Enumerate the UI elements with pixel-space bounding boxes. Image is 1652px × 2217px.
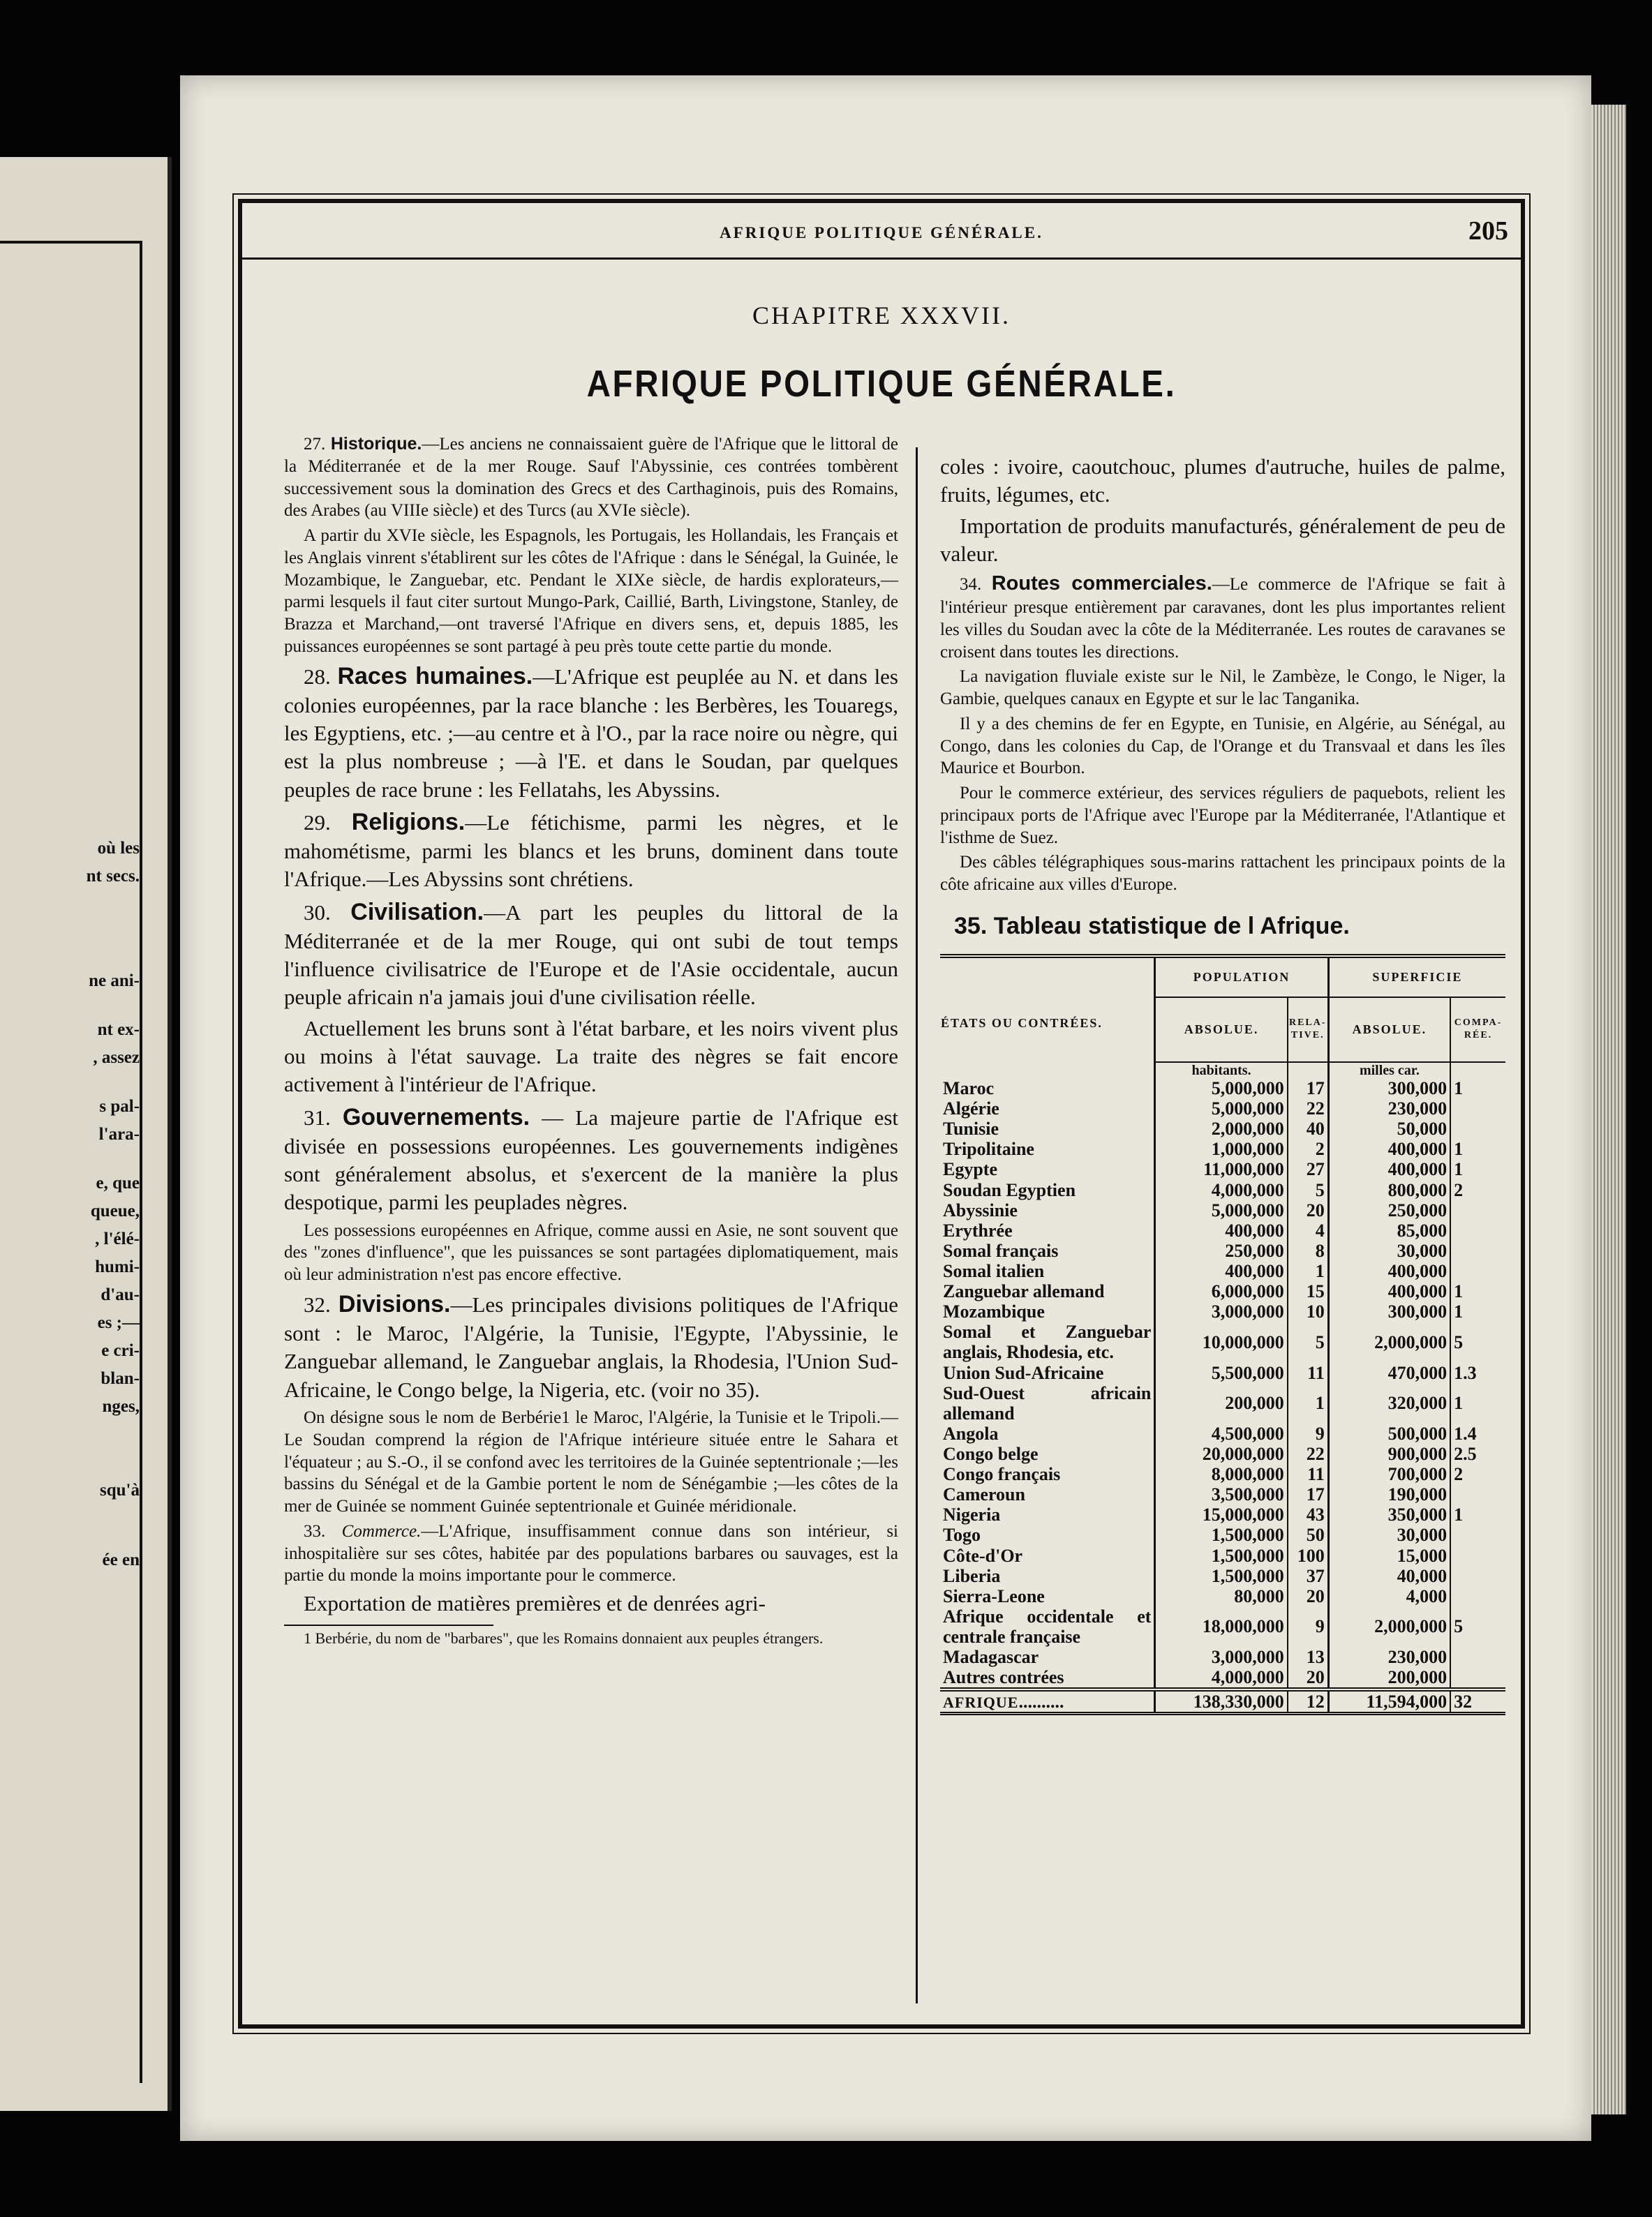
- row-name: Sierra-Leone: [943, 1585, 1045, 1606]
- row-sup: 230,000: [1328, 1098, 1450, 1119]
- table-header-row: [940, 956, 1505, 997]
- row-rel: 50: [1288, 1525, 1328, 1545]
- section-32-para-2: On désigne sous le nom de Berbérie1 le Maroc, l'Algérie, la Tunisie et le Tripoli.—Le Soudan comprend la région de l'Afrique intérieure située entre le Sahara et l'équateur ; au S.-O., il se confond avec les territoires de la Guinée septentrionale ;—les bassins du Sénégal et de la Gambie portent le nom de Sénégambie ;—les côtes de la mer de Guinée se nomment Guinée septentrionale et Guinée méridionale.: [284, 1408, 898, 1516]
- unit-superficie: milles car.: [1328, 1062, 1450, 1078]
- table-row: [940, 1667, 1505, 1689]
- total-rel: 12: [1288, 1689, 1328, 1714]
- row-rel: 43: [1288, 1505, 1328, 1525]
- row-sup: 400,000: [1328, 1139, 1450, 1159]
- row-name: Liberia: [943, 1565, 1001, 1586]
- total-name: AFRIQUE..........: [940, 1689, 1155, 1714]
- row-pop: 4,000,000: [1155, 1667, 1288, 1689]
- section-27: 27. Historique.—Les anciens ne connaissaient guère de l'Afrique que le littoral de la Méditerranée et de la mer Rouge. Sauf l'Abyssinie, ces contrées tombèrent successivement sous la domination des Grecs et des Carthaginois, puis des Romains, des Arabes (au VIIIe siècle) et des Turcs (au XVIe siècle).: [284, 434, 899, 521]
- table-row: [940, 1586, 1505, 1606]
- left-page-fragment: e cri-: [101, 1341, 140, 1360]
- row-name: Egypte: [943, 1159, 997, 1180]
- section-31-para-2: Les possessions européennes en Afrique, comme aussi en Asie, ne sont souvent que des "zones d'influence", que les puissances se sont partagées diplomatiquement, mais où leur administration n'est pas encore effective.: [284, 1221, 898, 1285]
- left-page-fragment: squ'à: [100, 1481, 140, 1500]
- left-page-fragment: ée en: [102, 1551, 140, 1569]
- row-rel: 20: [1288, 1586, 1328, 1606]
- row-sup: 30,000: [1328, 1525, 1450, 1545]
- left-page-fragment: nges,: [102, 1397, 140, 1416]
- row-sup: 470,000: [1328, 1363, 1450, 1383]
- row-comp: [1450, 1546, 1505, 1566]
- row-pop: 5,000,000: [1155, 1078, 1288, 1098]
- row-sup: 200,000: [1328, 1667, 1450, 1689]
- table-row: [940, 1139, 1505, 1159]
- row-pop: 5,000,000: [1155, 1200, 1288, 1221]
- column-divider: [916, 447, 918, 2003]
- row-sup: 320,000: [1328, 1383, 1450, 1424]
- row-name: Togo: [943, 1525, 981, 1546]
- row-sup: 700,000: [1328, 1464, 1450, 1484]
- row-sup: 500,000: [1328, 1424, 1450, 1444]
- row-pop: 18,000,000: [1155, 1606, 1288, 1647]
- left-page-fragment: e, que: [96, 1174, 140, 1193]
- row-sup: 300,000: [1328, 1078, 1450, 1098]
- row-pop: 20,000,000: [1155, 1444, 1288, 1464]
- row-comp: [1450, 1200, 1505, 1221]
- table-row: [940, 1078, 1505, 1098]
- row-comp: [1450, 1098, 1505, 1119]
- section-34-para-3: Il y a des chemins de fer en Egypte, en Tunisie, en Algérie, au Sénégal, au Congo, dans les colonies du Cap, de l'Orange et du Transvaal et dans les îles Maurice et Bourbon.: [940, 714, 1505, 778]
- row-rel: 15: [1288, 1281, 1328, 1301]
- header-superficie: SUPERFICIE: [1328, 956, 1505, 997]
- table-row: [940, 1119, 1505, 1139]
- row-sup: 85,000: [1328, 1221, 1450, 1241]
- row-rel: 10: [1288, 1301, 1328, 1322]
- row-comp: 1: [1450, 1078, 1505, 1098]
- left-page-fragment: es ;—: [97, 1313, 140, 1332]
- table-row: [940, 1363, 1505, 1383]
- section-33-para-2: Exportation de matières premières et de denrées agri-: [304, 1591, 766, 1616]
- row-pop: 3,000,000: [1155, 1301, 1288, 1322]
- table-row: [940, 1464, 1505, 1484]
- row-pop: 2,000,000: [1155, 1119, 1288, 1139]
- left-page-fragment: s pal-: [99, 1097, 140, 1116]
- row-comp: [1450, 1261, 1505, 1281]
- footnote: 1 Berbérie, du nom de "barbares", que les Romains donnaient aux peuples étrangers.: [304, 1629, 824, 1648]
- row-name: Sud-Ouest africain allemand: [943, 1382, 1152, 1424]
- table-row: [940, 1484, 1505, 1505]
- row-pop: 5,000,000: [1155, 1098, 1288, 1119]
- row-comp: 2: [1450, 1180, 1505, 1200]
- row-sup: 190,000: [1328, 1484, 1450, 1505]
- row-rel: 22: [1288, 1444, 1328, 1464]
- row-sup: 300,000: [1328, 1301, 1450, 1322]
- row-comp: [1450, 1484, 1505, 1505]
- table-row: [940, 1301, 1505, 1322]
- row-pop: 3,000,000: [1155, 1647, 1288, 1667]
- left-column: [284, 433, 898, 1651]
- section-30-para-2: Actuellement les bruns sont à l'état barbare, et les noirs vivent plus ou moins à l'état sauvage. La traite des nègres se fait encore activement à l'intérieur de l'Afrique.: [284, 1015, 898, 1097]
- table-row: [940, 1444, 1505, 1464]
- left-page-fragment: nt secs.: [86, 867, 140, 886]
- row-rel: 1: [1288, 1383, 1328, 1424]
- row-comp: 1: [1450, 1383, 1505, 1424]
- row-sup: 400,000: [1328, 1159, 1450, 1179]
- header-relative: RELA-TIVE.: [1288, 997, 1328, 1062]
- section-34: 34. Routes commerciales.—Le commerce de l'Afrique se fait à l'intérieur presque entièrement par caravanes, dont les plus importantes relient les villes du Soudan avec la côte de la Méditerranée. Les routes de caravanes se croisent dans toutes les directions.: [940, 572, 1506, 662]
- row-comp: [1450, 1221, 1505, 1241]
- row-rel: 9: [1288, 1424, 1328, 1444]
- row-rel: 11: [1288, 1464, 1328, 1484]
- row-comp: 1: [1450, 1301, 1505, 1322]
- total-row: [940, 1689, 1505, 1714]
- row-rel: 8: [1288, 1241, 1328, 1261]
- table-row: [940, 1505, 1505, 1525]
- row-pop: 400,000: [1155, 1261, 1288, 1281]
- row-name: Côte-d'Or: [943, 1545, 1023, 1566]
- row-pop: 15,000,000: [1155, 1505, 1288, 1525]
- table-row: [940, 1221, 1505, 1241]
- row-name: Algérie: [943, 1098, 999, 1119]
- left-page-fragment: nt ex-: [97, 1020, 140, 1039]
- table-row: [940, 1566, 1505, 1586]
- table-row: [940, 1281, 1505, 1301]
- row-comp: 5: [1450, 1322, 1505, 1362]
- section-32: 32. Divisions.—Les principales divisions politiques de l'Afrique sont : le Maroc, l'Algérie, la Tunisie, l'Egypte, l'Abyssinie, le Zanguebar allemand, le Zanguebar anglais, la Rhodesia, l'Union Sud-Africaine, le Congo belge, la Nigeria, etc. (voir no 35).: [284, 1290, 899, 1402]
- row-name: Somal français: [943, 1240, 1059, 1261]
- total-comp: 32: [1450, 1689, 1505, 1714]
- header-states: ÉTATS OU CONTRÉES.: [941, 1016, 1103, 1031]
- row-rel: 2: [1288, 1139, 1328, 1159]
- row-comp: [1450, 1647, 1505, 1667]
- row-comp: [1450, 1667, 1505, 1689]
- row-pop: 4,500,000: [1155, 1424, 1288, 1444]
- row-sup: 230,000: [1328, 1647, 1450, 1667]
- row-rel: 9: [1288, 1606, 1328, 1647]
- row-comp: [1450, 1566, 1505, 1586]
- row-pop: 1,500,000: [1155, 1525, 1288, 1545]
- table-title: 35. Tableau statistique de l Afrique.: [954, 912, 1350, 939]
- row-sup: 30,000: [1328, 1241, 1450, 1261]
- left-page-fragment: humi-: [95, 1257, 140, 1276]
- header-population: POPULATION: [1155, 956, 1328, 997]
- row-pop: 10,000,000: [1155, 1322, 1288, 1362]
- page-title: AFRIQUE POLITIQUE GÉNÉRALE.: [586, 363, 1177, 405]
- row-rel: 5: [1288, 1180, 1328, 1200]
- row-name: Autres contrées: [943, 1667, 1064, 1688]
- table-row: [940, 1322, 1505, 1362]
- row-name: Congo français: [943, 1464, 1061, 1485]
- left-page-fragment: , assez: [93, 1048, 140, 1067]
- row-comp: 5: [1450, 1606, 1505, 1647]
- units-row: [940, 1062, 1505, 1078]
- row-rel: 11: [1288, 1363, 1328, 1383]
- row-rel: 17: [1288, 1484, 1328, 1505]
- continued-para-1: coles : ivoire, caoutchouc, plumes d'autruche, huiles de palme, fruits, légumes, etc.: [940, 454, 1505, 507]
- row-sup: 400,000: [1328, 1261, 1450, 1281]
- section-28: 28. Races humaines.—L'Afrique est peuplée au N. et dans les colonies européennes, par la race blanche : les Berbères, les Touaregs, les Egyptiens, etc. ;—au centre et à l'O., par la race noire ou nègre, qui est la plus nombreuse ; —à l'E. et dans le Soudan, par quelques peuples de race brune : les Fellatahs, les Abyssins.: [284, 662, 898, 802]
- section-27-para-2: A partir du XVIe siècle, les Espagnols, les Portugais, les Hollandais, les Français et les Anglais vinrent s'établirent sur les côtes de l'Afrique : dans le Sénégal, la Guinée, le Mozambique, le Zanguebar, etc. Pendant le XIXe siècle, de hardis explorateurs,—parmi lesquels il faut citer surtout Mungo-Park, Caillié, Barth, Livingstone, Stanley, de Brazza et Marchand,—ont traversé l'Afrique en divers sens, et, depuis 1885, les puissances européennes se sont partagé à peu près toute cette partie du monde.: [284, 526, 898, 656]
- section-34-para-2: La navigation fluviale existe sur le Nil, le Zambèze, le Congo, le Niger, la Gambie, quelques canaux en Egypte et sur le lac Tanganika.: [940, 667, 1505, 709]
- row-sup: 2,000,000: [1328, 1322, 1450, 1362]
- row-rel: 37: [1288, 1566, 1328, 1586]
- unit-population: habitants.: [1155, 1062, 1288, 1078]
- table-row: [940, 1241, 1505, 1261]
- row-sup: 350,000: [1328, 1505, 1450, 1525]
- row-name: Mozambique: [943, 1301, 1045, 1322]
- header-comparee: COMPA-RÉE.: [1450, 997, 1505, 1062]
- row-sup: 15,000: [1328, 1546, 1450, 1566]
- row-comp: 1: [1450, 1139, 1505, 1159]
- row-comp: [1450, 1119, 1505, 1139]
- row-sup: 50,000: [1328, 1119, 1450, 1139]
- row-name: Congo belge: [943, 1444, 1039, 1465]
- row-rel: 17: [1288, 1078, 1328, 1098]
- row-name: Erythrée: [943, 1220, 1013, 1241]
- footnote-rule: [284, 1625, 493, 1626]
- header-sup-absolue: ABSOLUE.: [1328, 997, 1450, 1062]
- row-pop: 5,500,000: [1155, 1363, 1288, 1383]
- statistics-table: [940, 954, 1505, 1716]
- row-comp: 1.4: [1450, 1424, 1505, 1444]
- row-name: Union Sud-Africaine: [943, 1362, 1104, 1383]
- row-sup: 900,000: [1328, 1444, 1450, 1464]
- running-header: [242, 203, 1521, 260]
- left-page-margin: [0, 157, 172, 2111]
- row-comp: [1450, 1525, 1505, 1545]
- row-name: Maroc: [943, 1078, 995, 1099]
- left-page-fragment: où les: [97, 839, 140, 858]
- table-row: [940, 1606, 1505, 1647]
- row-pop: 4,000,000: [1155, 1180, 1288, 1200]
- continued-para-2: Importation de produits manufacturés, généralement de peu de valeur.: [940, 513, 1505, 566]
- row-pop: 6,000,000: [1155, 1281, 1288, 1301]
- row-name: Somal et Zanguebar anglais, Rhodesia, etc.: [943, 1322, 1152, 1363]
- row-rel: 100: [1288, 1546, 1328, 1566]
- table-row: [940, 1261, 1505, 1281]
- left-page-fragment: , l'élé-: [95, 1230, 140, 1248]
- row-comp: 1.3: [1450, 1363, 1505, 1383]
- row-name: Tunisie: [943, 1119, 999, 1140]
- table-row: [940, 1647, 1505, 1667]
- row-sup: 400,000: [1328, 1281, 1450, 1301]
- left-page-frame-rule: [140, 241, 142, 2083]
- section-34-para-4: Pour le commerce extérieur, des services réguliers de paquebots, relient les principaux ports de l'Afrique avec l'Europe par la Méditerranée, l'Atlantique et l'isthme de Suez.: [940, 784, 1505, 847]
- page-number: 205: [1468, 216, 1508, 246]
- row-rel: 4: [1288, 1221, 1328, 1241]
- section-34-para-5: Des câbles télégraphiques sous-marins rattachent les principaux points de la côte africaine aux villes d'Europe.: [940, 853, 1505, 895]
- left-page-fragment: queue,: [90, 1202, 140, 1221]
- row-comp: 2: [1450, 1464, 1505, 1484]
- row-rel: 13: [1288, 1647, 1328, 1667]
- left-page-fragment: blan-: [101, 1369, 140, 1388]
- row-comp: [1450, 1586, 1505, 1606]
- running-title: AFRIQUE POLITIQUE GÉNÉRALE.: [720, 224, 1043, 241]
- chapter-heading: CHAPITRE XXXVII.: [752, 301, 1011, 329]
- row-sup: 800,000: [1328, 1180, 1450, 1200]
- table-row: [940, 1180, 1505, 1200]
- row-comp: 1: [1450, 1159, 1505, 1179]
- row-comp: 2.5: [1450, 1444, 1505, 1464]
- page-frame: [238, 199, 1525, 2029]
- row-rel: 5: [1288, 1322, 1328, 1362]
- table-row: [940, 1200, 1505, 1221]
- row-rel: 22: [1288, 1098, 1328, 1119]
- table-row: [940, 1424, 1505, 1444]
- table-row: [940, 1159, 1505, 1179]
- row-pop: 250,000: [1155, 1241, 1288, 1261]
- row-name: Tripolitaine: [943, 1139, 1034, 1160]
- left-page-fragment: l'ara-: [98, 1125, 140, 1144]
- row-sup: 4,000: [1328, 1586, 1450, 1606]
- total-sup: 11,594,000: [1328, 1689, 1450, 1714]
- table-row: [940, 1383, 1505, 1424]
- section-33: 33. Commerce.—L'Afrique, insuffisamment connue dans son intérieur, si inhospitalière sur ses côtes, habitée par des populations barbares ou sauvages, est la partie du monde la moins importante pour le commerce.: [284, 1521, 899, 1585]
- row-rel: 1: [1288, 1261, 1328, 1281]
- row-pop: 11,000,000: [1155, 1159, 1288, 1179]
- row-name: Afrique occidentale et centrale française: [943, 1606, 1152, 1647]
- row-pop: 3,500,000: [1155, 1484, 1288, 1505]
- book-page: [180, 75, 1591, 2141]
- row-pop: 80,000: [1155, 1586, 1288, 1606]
- row-rel: 20: [1288, 1200, 1328, 1221]
- section-29: 29. Religions.—Le fétichisme, parmi les nègres, et le mahométisme, parmi les blancs et les bruns, dominent dans toute l'Afrique.—Les Abyssins sont chrétiens.: [284, 808, 898, 892]
- row-rel: 20: [1288, 1667, 1328, 1689]
- table-row: [940, 1098, 1505, 1119]
- row-name: Zanguebar allemand: [943, 1281, 1105, 1302]
- row-name: Somal italien: [943, 1261, 1045, 1282]
- row-pop: 8,000,000: [1155, 1464, 1288, 1484]
- row-sup: 2,000,000: [1328, 1606, 1450, 1647]
- row-rel: 27: [1288, 1159, 1328, 1179]
- right-column: [940, 453, 1505, 1715]
- row-sup: 250,000: [1328, 1200, 1450, 1221]
- row-comp: 1: [1450, 1505, 1505, 1525]
- left-page-fragment: d'au-: [101, 1285, 140, 1304]
- row-comp: [1450, 1241, 1505, 1261]
- header-pop-absolue: ABSOLUE.: [1155, 997, 1288, 1062]
- table-row: [940, 1525, 1505, 1545]
- row-name: Soudan Egyptien: [943, 1179, 1076, 1200]
- table-row: [940, 1546, 1505, 1566]
- row-name: Madagascar: [943, 1647, 1039, 1668]
- row-pop: 1,500,000: [1155, 1546, 1288, 1566]
- row-rel: 40: [1288, 1119, 1328, 1139]
- row-sup: 40,000: [1328, 1566, 1450, 1586]
- left-page-top-rule: [0, 241, 140, 244]
- row-pop: 400,000: [1155, 1221, 1288, 1241]
- row-pop: 200,000: [1155, 1383, 1288, 1424]
- row-pop: 1,000,000: [1155, 1139, 1288, 1159]
- left-page-fragment: ne ani-: [89, 971, 140, 990]
- row-name: Angola: [943, 1423, 999, 1444]
- row-name: Nigeria: [943, 1505, 1001, 1525]
- total-pop: 138,330,000: [1155, 1689, 1288, 1714]
- section-31: 31. Gouvernements. — La majeure partie de l'Afrique est divisée en possessions européennes. Les gouvernements indigènes sont généralement absolus, et s'exercent de la manière la plus despotique, parmi les peuplades nègres.: [284, 1103, 899, 1215]
- row-pop: 1,500,000: [1155, 1566, 1288, 1586]
- row-name: Abyssinie: [943, 1200, 1018, 1221]
- section-30: 30. Civilisation.—A part les peuples du littoral de la Méditerranée et de la mer Rouge, qui ont subi de tout temps l'influence civilisatrice de l'Europe et de l'Asie occidentale, aucun peuple africain n'a jamais joui d'une civilisation réelle.: [284, 898, 899, 1010]
- row-name: Cameroun: [943, 1484, 1025, 1505]
- row-comp: 1: [1450, 1281, 1505, 1301]
